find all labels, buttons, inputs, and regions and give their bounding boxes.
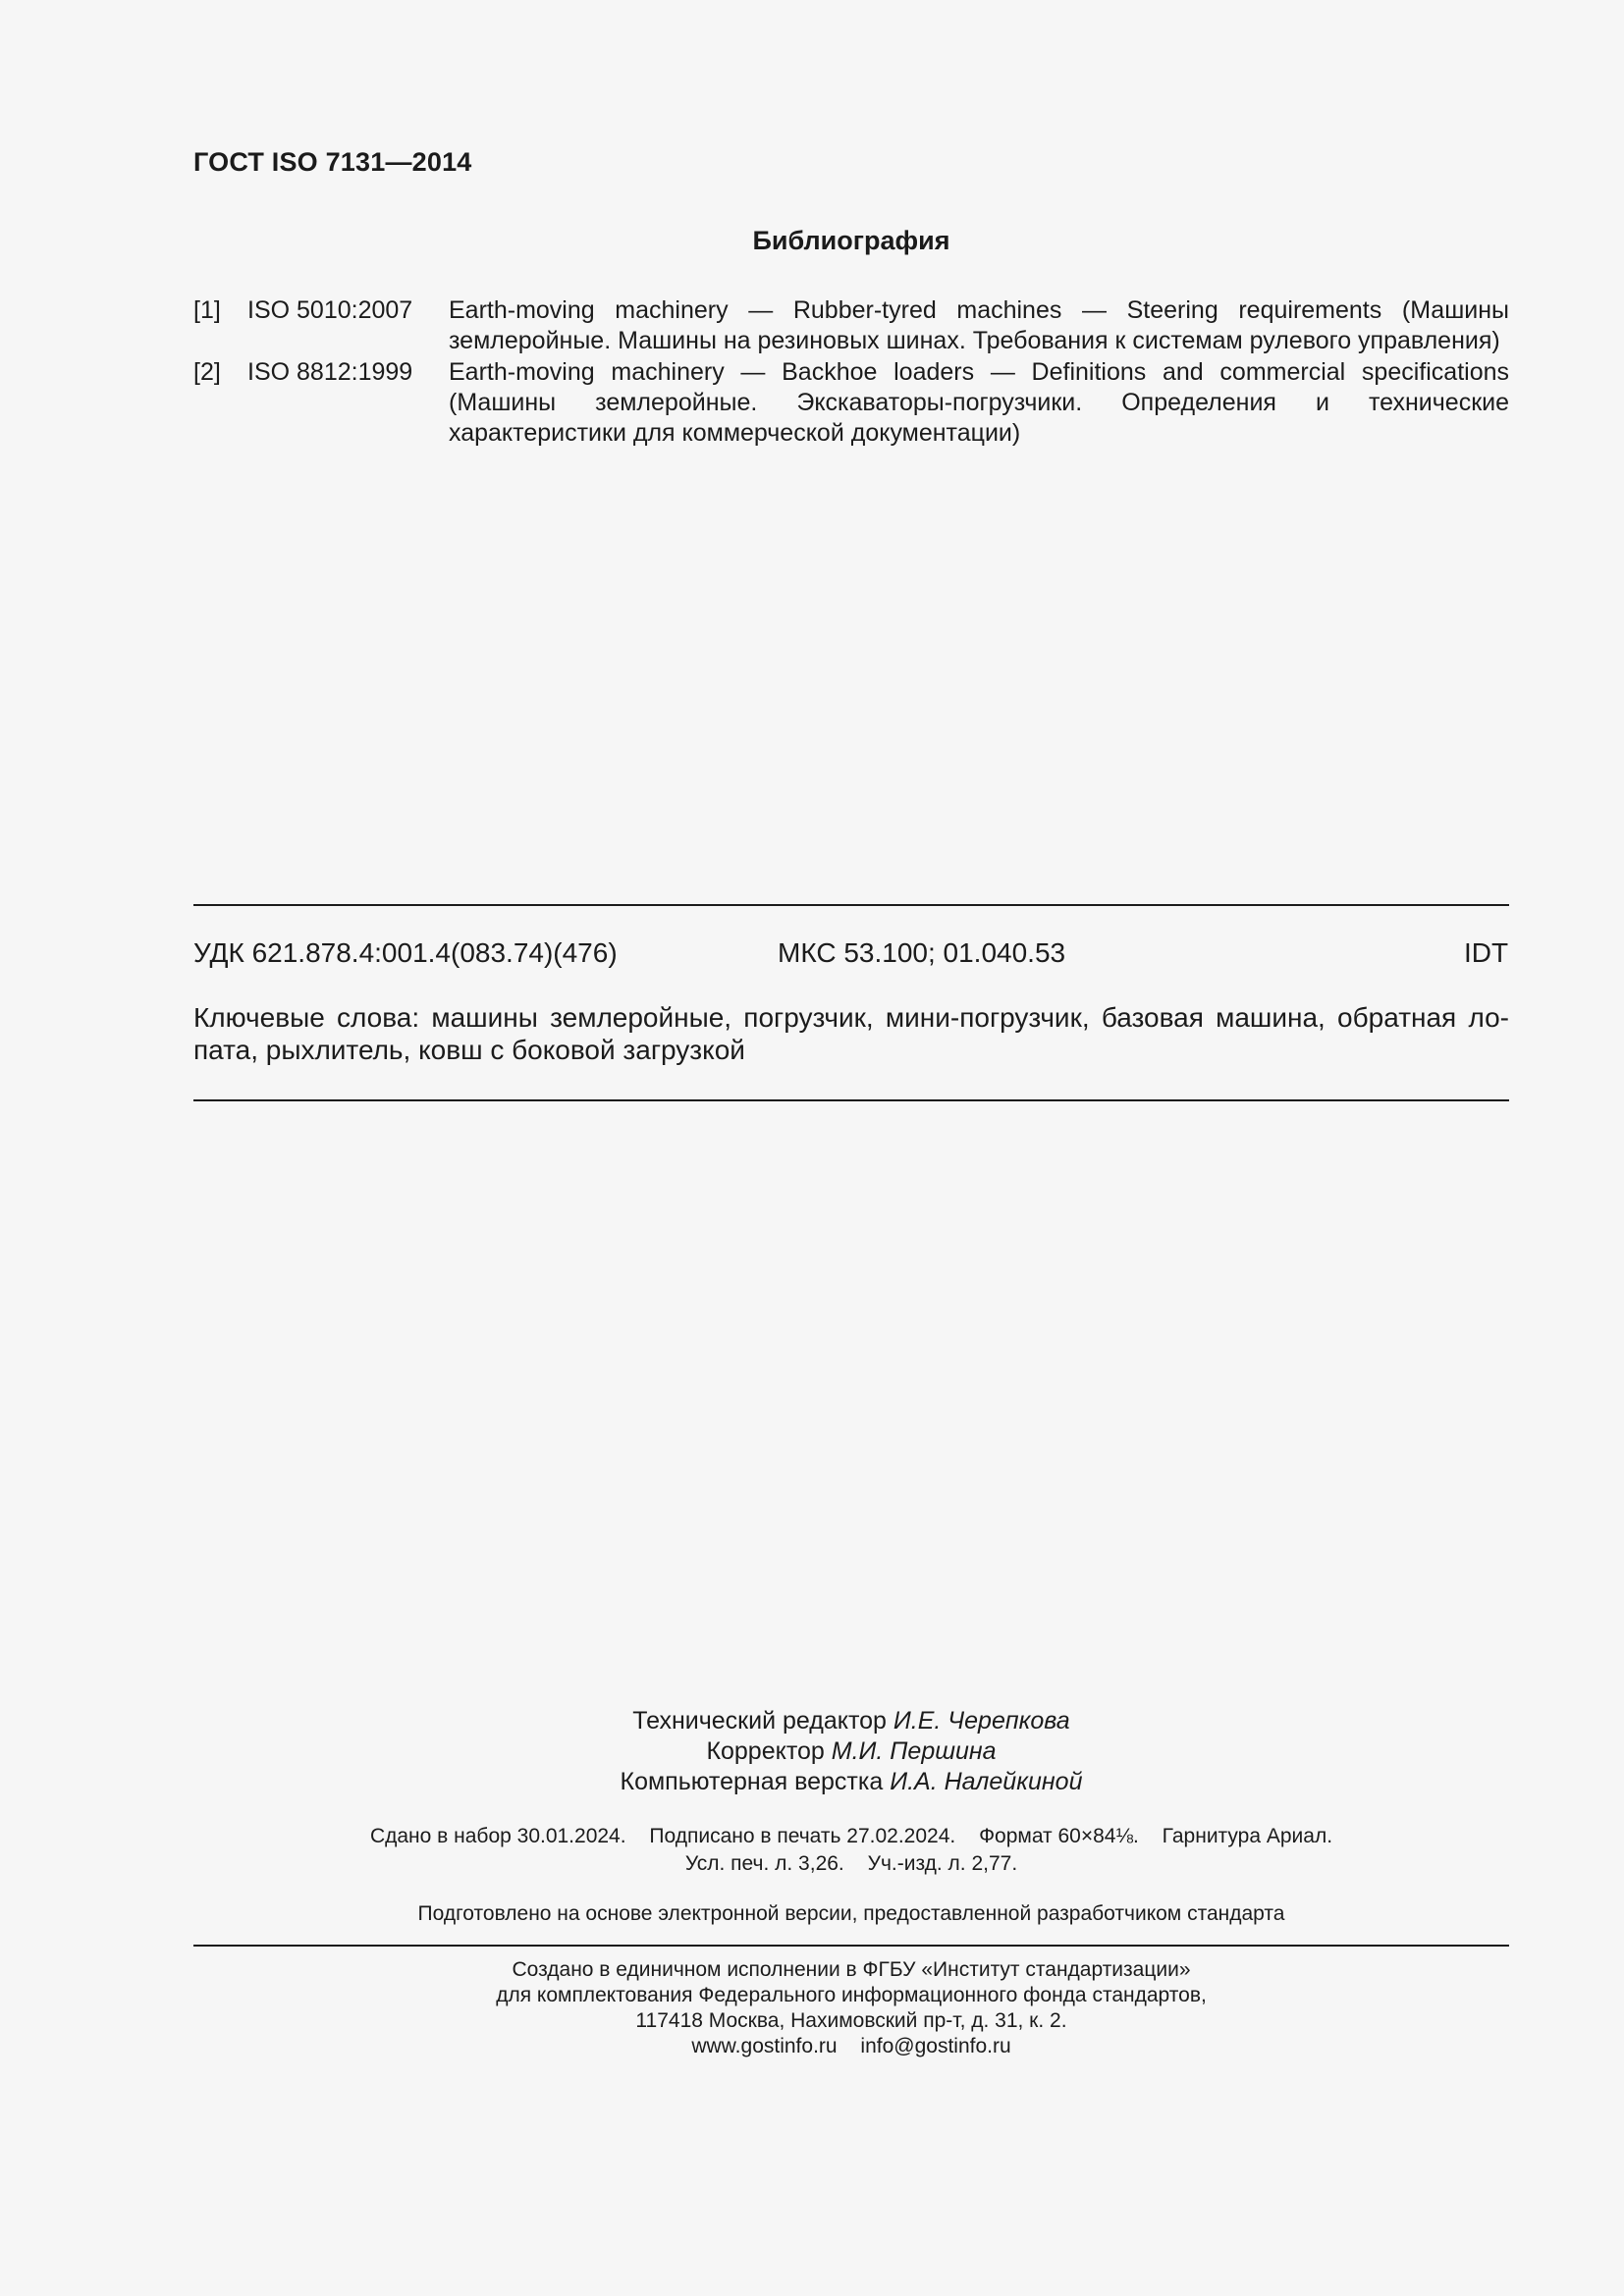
publication-line-1: [193, 1823, 1509, 1850]
document-code: ГОСТ ISO 7131—2014: [193, 147, 472, 177]
credit-corrector: [193, 1736, 1509, 1767]
credit-layout: [193, 1767, 1509, 1797]
credit-name: И.А. Налейкиной: [890, 1768, 1083, 1795]
print-format: Формат 60×84⅛.: [979, 1825, 1139, 1847]
footer-line: для комплектования Федерального информационного фонда стандартов,: [496, 1984, 1207, 2006]
submitted-date: Сдано в набор 30.01.2024.: [369, 1825, 626, 1847]
signed-date: Подписано в печать 27.02.2024.: [649, 1825, 956, 1847]
credit-label: Корректор: [706, 1737, 825, 1765]
typeface: Гарнитура Ариал.: [1162, 1825, 1333, 1847]
bibliography-entry-number: [1]: [193, 296, 221, 324]
email-link[interactable]: info@gostinfo.ru: [860, 2035, 1011, 2057]
bibliography-entry-text: Earth-moving machinery — Backhoe loaders — Definitions and commercial specifications (Машины землеройные. Экскаваторы-погрузчики. Определения и технические характеристики для коммерческой документации): [449, 358, 1509, 447]
credit-name: М.И. Першина: [831, 1737, 997, 1765]
footer-line: Создано в единичном исполнении в ФГБУ «Институт стандартизации»: [512, 1958, 1191, 1981]
udk-code: УДК 621.878.4:001.4(083.74)(476): [193, 937, 618, 968]
publication-sheets: Уч.-изд. л. 2,77.: [867, 1852, 1018, 1875]
bibliography-entry-standard: ISO 8812:1999: [247, 358, 413, 386]
publication-info: [193, 1823, 1509, 1878]
divider-middle: [193, 1099, 1509, 1101]
credit-label: Технический редактор: [632, 1707, 887, 1735]
mks-code: МКС 53.100; 01.040.53: [778, 937, 1066, 968]
website-link[interactable]: www.gostinfo.ru: [691, 2035, 838, 2057]
credits-block: [193, 1706, 1509, 1797]
credit-label: Компьютерная верстка: [620, 1768, 884, 1795]
footer-line: 117418 Москва, Нахимовский пр-т, д. 31, к. 2.: [635, 2009, 1067, 2032]
publication-line-2: [193, 1850, 1509, 1878]
divider-top: [193, 904, 1509, 906]
footer-contacts: [193, 2034, 1509, 2059]
credit-name: И.Е. Черепкова: [893, 1707, 1070, 1735]
bibliography-title: Библиография: [752, 226, 950, 255]
footer-info: [193, 1957, 1509, 2059]
bibliography-entry-text: Earth-moving machinery — Rubber-tyred machines — Steering requirements (Машины землеройные. Машины на резиновых шинах. Требования к системам рулевого управления): [449, 296, 1509, 354]
print-sheets: Усл. печ. л. 3,26.: [684, 1852, 844, 1875]
credit-tech-editor: [193, 1706, 1509, 1736]
divider-bottom: [193, 1945, 1509, 1947]
keywords: Ключевые слова: машины землеройные, погрузчик, мини-погрузчик, базовая машина, обратная лопата, рыхлитель, ковш с боковой загрузкой: [193, 1002, 1509, 1065]
idt-label: IDT: [1464, 937, 1509, 968]
prepared-note: Подготовлено на основе электронной версии, предоставленной разработчиком стандарта: [417, 1902, 1285, 1925]
bibliography-entry-number: [2]: [193, 358, 221, 386]
bibliography-entry-standard: ISO 5010:2007: [247, 296, 413, 324]
